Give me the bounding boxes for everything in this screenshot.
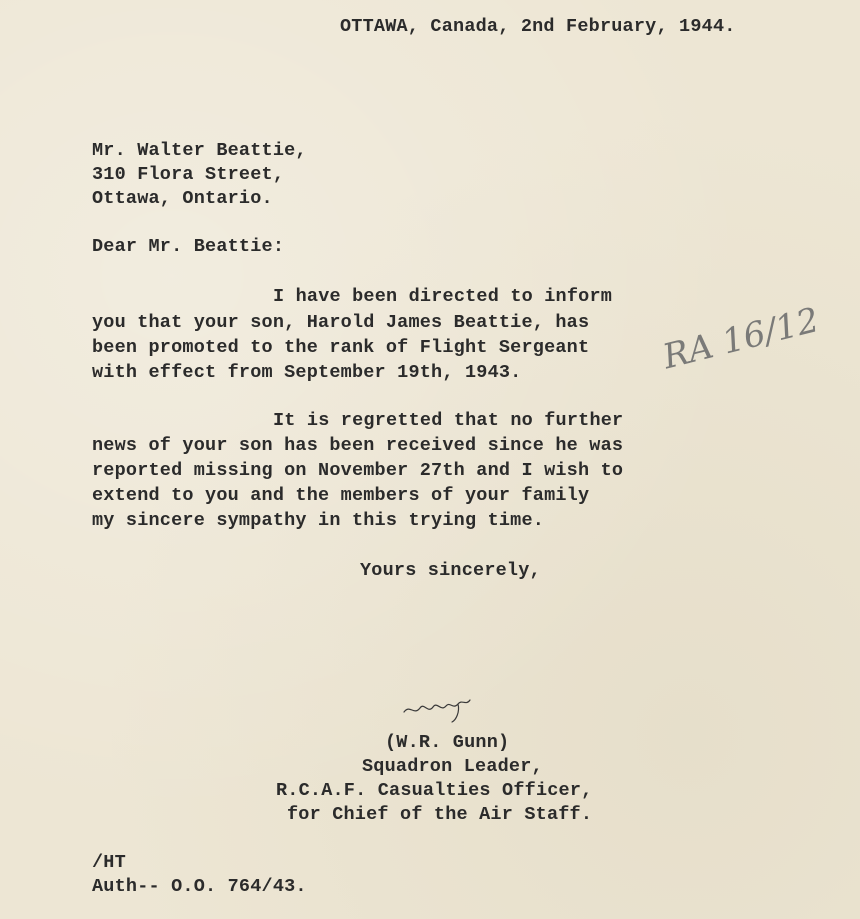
salutation: Dear Mr. Beattie: [92, 236, 285, 257]
paragraph2-line: my sincere sympathy in this trying time. [92, 510, 545, 531]
typist-initials: /HT [92, 852, 126, 873]
closing: Yours sincerely, [360, 560, 541, 581]
pencil-annotation-text: RA 16/12 [658, 300, 823, 378]
pencil-annotation [655, 290, 823, 380]
signatory-title: R.C.A.F. Casualties Officer, [276, 780, 593, 801]
dateline: OTTAWA, Canada, 2nd February, 1944. [340, 16, 736, 37]
paragraph2-line: extend to you and the members of your family [92, 485, 590, 506]
paragraph1-line: been promoted to the rank of Flight Sergeant [92, 337, 590, 358]
paragraph1-line: I have been directed to inform [273, 286, 613, 307]
recipient-city: Ottawa, Ontario. [92, 188, 273, 209]
paragraph2-line: news of your son has been received since he was [92, 435, 624, 456]
paragraph2-line: reported missing on November 27th and I wish to [92, 460, 624, 481]
paragraph1-line: you that your son, Harold James Beattie, has [92, 312, 590, 333]
recipient-street: 310 Flora Street, [92, 164, 285, 185]
authority-reference: Auth-- O.O. 764/43. [92, 876, 307, 897]
signature-mark [400, 690, 480, 726]
paragraph2-line: It is regretted that no further [273, 410, 624, 431]
recipient-name: Mr. Walter Beattie, [92, 140, 307, 161]
signatory-rank: Squadron Leader, [362, 756, 543, 777]
paragraph1-line: with effect from September 19th, 1943. [92, 362, 522, 383]
signatory-name: (W.R. Gunn) [385, 732, 510, 753]
signatory-for: for Chief of the Air Staff. [287, 804, 593, 825]
